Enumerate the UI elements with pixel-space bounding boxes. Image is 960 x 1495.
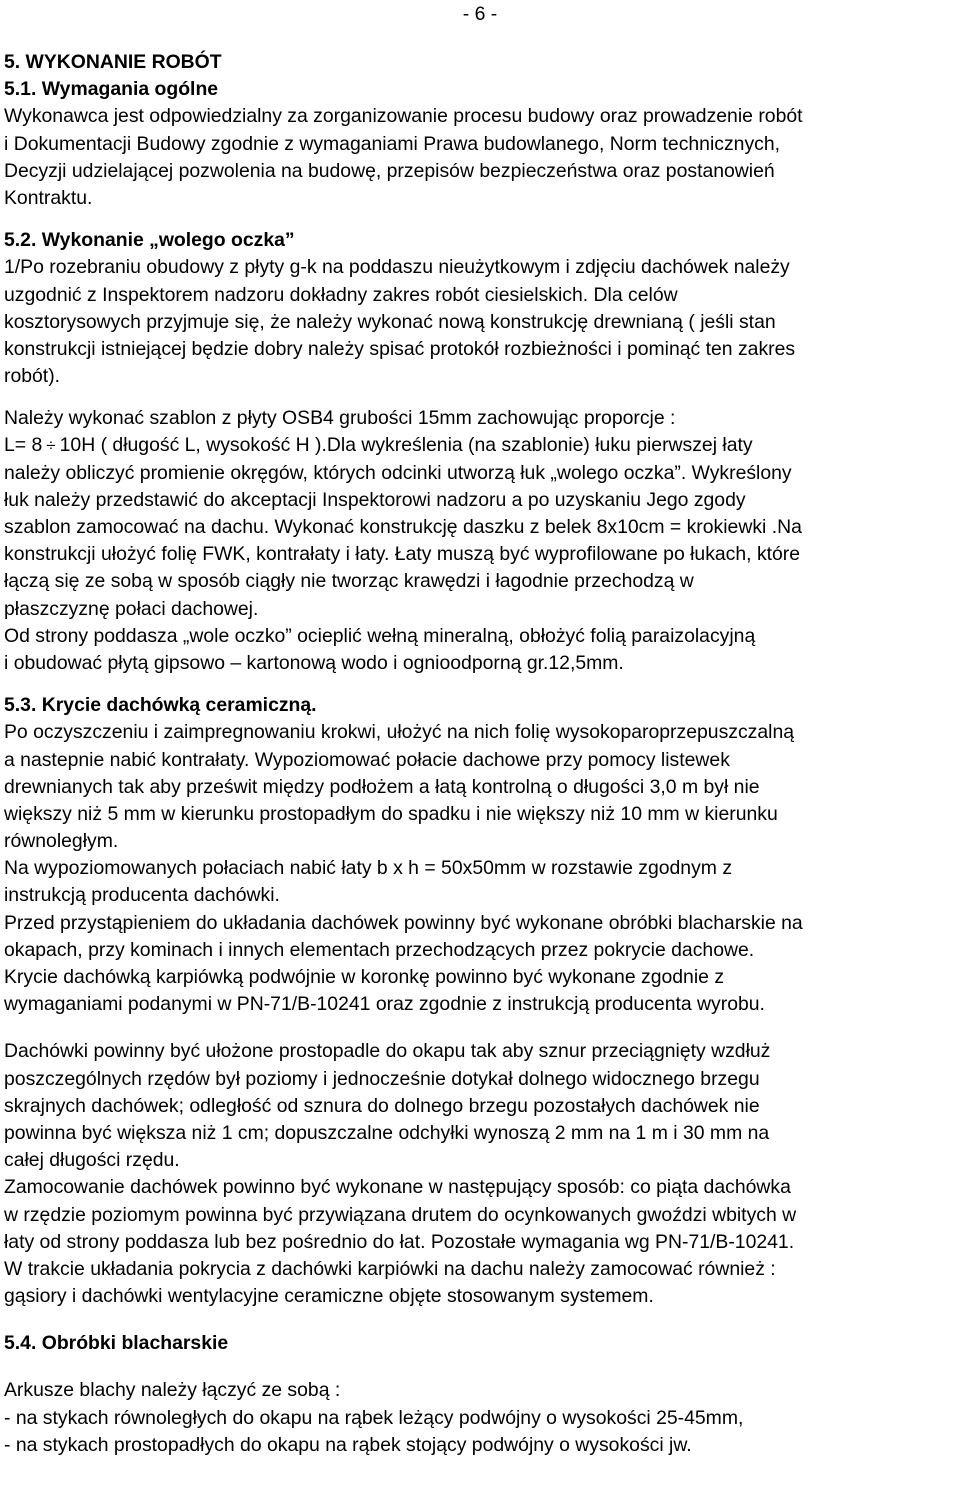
text-line: W trakcie układania pokrycia z dachówki karpiówki na dachu należy zamocować również : (4, 1257, 776, 1280)
text-line: okapach, przy kominach i innych elementach przechodzących przez pokrycie dachowe. (4, 938, 755, 961)
text-line: łączą się ze sobą w sposób ciągły nie tworząc krawędzi i łagodnie przechodzą w (4, 570, 694, 593)
text-line: w rzędzie poziomym powinna być przywiązana drutem do ocynkowanych gwoździ wbitych w (4, 1203, 797, 1226)
text-line: wymaganiami podanymi w PN-71/B-10241 oraz zgodnie z instrukcją producenta wyrobu. (4, 993, 765, 1016)
paragraph (4, 719, 959, 1018)
subsection-heading: 5.1. Wymagania ogólne (4, 78, 219, 101)
text-line: konstrukcji ułożyć folię FWK, kontrałaty i łaty. Łaty muszą być wyprofilowane po łukach, które (4, 543, 801, 566)
text-line: konstrukcji istniejącej będzie dobry należy spisać protokół rozbieżności i pominąć ten zakres (4, 337, 796, 360)
subsection-heading: 5.3. Krycie dachówką ceramiczną. (4, 694, 317, 717)
text-line: Od strony poddasza „wole oczko” ocieplić wełną mineralną, obłożyć folią paraizolacyjną (4, 624, 756, 647)
text-line: Wykonawca jest odpowiedzialny za zorganizowanie procesu budowy oraz prowadzenie robót (4, 105, 803, 128)
list-item: - na stykach prostopadłych do okapu na rąbek stojący podwójny o wysokości jw. (4, 1433, 692, 1456)
text-line: skrajnych dachówek; odległość od sznura do dolnego brzegu pozostałych dachówek nie (4, 1094, 760, 1117)
text-line: drewnianych tak aby prześwit między podłożem a łatą kontrolną o długości 3,0 m był nie (4, 775, 760, 798)
text-line: a nastepnie nabić kontrałaty. Wypoziomować połacie dachowe przy pomocy listewek (4, 748, 730, 771)
text-line: całej długości rzędu. (4, 1149, 180, 1172)
text-line: instrukcją producenta dachówki. (4, 884, 280, 907)
text-line: kosztorysowych przyjmuje się, że należy wykonać nową konstrukcję drewnianą ( jeśli stan (4, 310, 776, 333)
text-line: łaty od strony poddasza lub bez pośrednio do łat. Pozostałe wymagania wg PN-71/B-10241. (4, 1230, 795, 1253)
division-symbol: ÷ (46, 436, 56, 456)
paragraph (4, 1038, 959, 1310)
text-line: gąsiory i dachówki wentylacyjne ceramiczne objęte stosowanym systemem. (4, 1285, 654, 1308)
page-number: - 6 - (462, 3, 498, 25)
text-line: szablon zamocować na dachu. Wykonać konstrukcję daszku z belek 8x10cm = krokiewki .Na (4, 516, 802, 538)
text-line: i Dokumentacji Budowy zgodnie z wymaganiami Prawa budowlanego, Norm technicznych, (4, 132, 781, 155)
document-body (4, 49, 959, 1459)
text-line: równoległym. (4, 830, 119, 853)
subsection-heading: 5.4. Obróbki blacharskie (4, 1332, 229, 1355)
formula-part: 10H ( długość L, wysokość H ).Dla wykreślenia (na szablonie) łuku pierwszej łaty (59, 434, 753, 457)
text-line: Należy wykonać szablon z płyty OSB4 grubości 15mm zachowując proporcje : (4, 407, 676, 430)
text-line: 1/Po rozebraniu obudowy z płyty g-k na poddaszu nieużytkowym i zdjęciu dachówek należy (4, 256, 790, 279)
text-line: Krycie dachówką karpiówką podwójnie w koronkę powinno być wykonane zgodnie z (4, 966, 725, 988)
text-line: powinna być większa niż 1 cm; dopuszczalne odchyłki wynoszą 2 mm na 1 m i 30 mm na (4, 1121, 770, 1144)
text-line: Dachówki powinny być ułożone prostopadle do okapu tak aby sznur przeciągnięty wzdłuż (4, 1040, 771, 1063)
text-line: Przed przystąpieniem do układania dachówek powinny być wykonane obróbki blacharskie na (4, 911, 803, 934)
formula-part: L= 8 (4, 434, 43, 457)
section-heading: 5. WYKONANIE ROBÓT (4, 51, 222, 73)
text-line: uzgodnić z Inspektorem nadzoru dokładny zakres robót ciesielskich. Dla celów (4, 283, 678, 306)
text-line: Decyzji udzielającej pozwolenia na budowę, przepisów bezpieczeństwa oraz postanowień (4, 159, 775, 182)
text-line: Zamocowanie dachówek powinno być wykonane w następujący sposób: co piąta dachówka (4, 1176, 791, 1199)
subsection-heading: 5.2. Wykonanie „wolego oczka” (4, 229, 295, 252)
paragraph (4, 1377, 959, 1459)
text-line: i obudować płytą gipsowo – kartonową wodo i ognioodporną gr.12,5mm. (4, 651, 624, 674)
text-line: większy niż 5 mm w kierunku prostopadłym do spadku i nie większy niż 10 mm w kierunku (4, 802, 778, 825)
text-line: Na wypoziomowanych połaciach nabić łaty b x h = 50x50mm w rozstawie zgodnym z (4, 857, 733, 880)
text-line: płaszczyznę połaci dachowej. (4, 597, 259, 620)
list-item: - na stykach równoległych do okapu na rąbek leżący podwójny o wysokości 25-45mm, (4, 1406, 744, 1429)
text-line: Kontraktu. (4, 186, 93, 209)
text-line: robót). (4, 365, 61, 388)
text-line: Arkusze blachy należy łączyć ze sobą : (4, 1379, 341, 1402)
text-line: Po oczyszczeniu i zaimpregnowaniu krokwi, ułożyć na nich folię wysokoparoprzepuszczalną (4, 721, 795, 744)
paragraph (4, 103, 959, 212)
text-line: łuk należy przedstawić do akceptacji Inspektorowi nadzoru a po uzyskaniu Jego zgody (4, 488, 746, 511)
paragraph (4, 254, 959, 390)
text-line: należy obliczyć promienie okręgów, których odcinki utworzą łuk „wolego oczka”. Wykreślony (4, 461, 792, 484)
text-line (4, 432, 959, 459)
text-line: poszczególnych rzędów był poziomy i jednocześnie dotykał dolnego widocznego brzegu (4, 1067, 760, 1090)
paragraph (4, 405, 959, 677)
